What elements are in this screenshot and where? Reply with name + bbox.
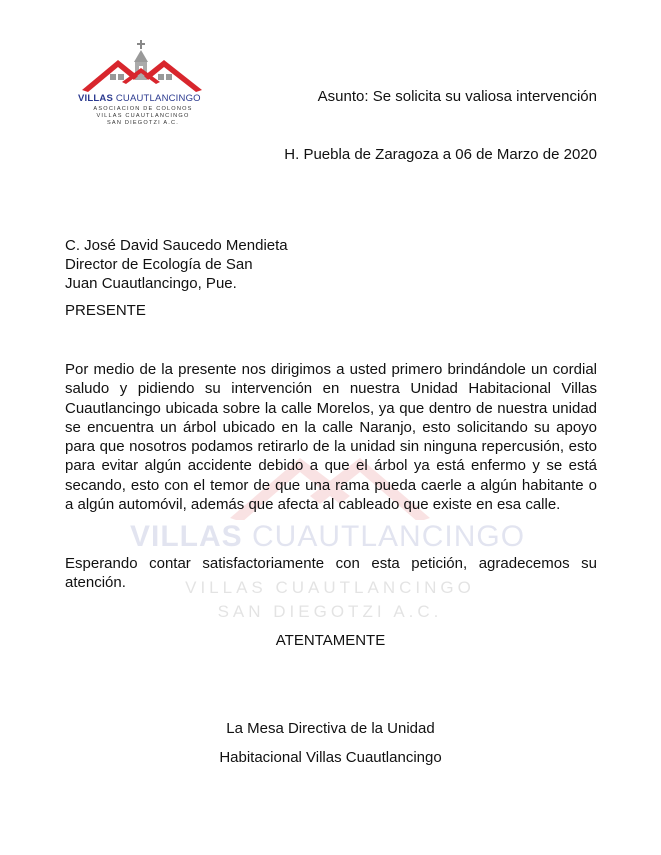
logo-title: VILLAS CUAUTLANCINGO: [78, 93, 201, 104]
subject-line: Asunto: Se solicita su valiosa intervención: [317, 88, 597, 105]
logo-subtitle-1: ASOCIACION DE COLONOS: [93, 106, 193, 112]
signature-line-1: La Mesa Directiva de la Unidad: [226, 720, 435, 737]
recipient-name: C. José David Saucedo Mendieta: [65, 237, 288, 254]
recipient-block: [65, 236, 288, 293]
houses-church-icon: [78, 38, 208, 94]
presente-label: PRESENTE: [65, 302, 146, 319]
date-line: H. Puebla de Zaragoza a 06 de Marzo de 2020: [284, 146, 597, 163]
body-paragraph-1: Por medio de la presente nos dirigimos a usted primero brindándole un cordial saludo y pidiendo su intervención en nuestra Unidad Habitacional Villas Cuautlancingo ubicada sobre la calle Morelos, ya que dentro de nuestra unidad se encuentra un árbol ubicado en la calle Naranjo, esto solicitando su apoyo para que nosotros podamos retirarlo de la unidad sin ninguna repercusión, esto para evitar algún accidente debido a que el árbol ya está enfermo y se está secando, esto con el temor de que una rama pueda caerle a algún habitante o a algún automóvil, además que afecta al cableado que existe en esa calle.: [65, 361, 597, 514]
logo-subtitle-3: SAN DIEGOTZI A.C.: [107, 120, 179, 126]
body-paragraph-2: Esperando contar satisfactoriamente con esta petición, agradecemos su atención.: [65, 555, 597, 592]
recipient-title: Director de Ecología de San: [65, 256, 253, 273]
watermark-subtitle-1: VILLAS CUAUTLANCINGO: [185, 578, 475, 597]
recipient-location: Juan Cuautlancingo, Pue.: [65, 275, 237, 292]
closing-atentamente: ATENTAMENTE: [275, 632, 386, 649]
signature-line-2: Habitacional Villas Cuautlancingo: [219, 749, 442, 766]
watermark-subtitle-2: SAN DIEGOTZI A.C.: [217, 602, 443, 621]
association-logo: [78, 38, 208, 128]
watermark-title: VILLAS CUAUTLANCINGO: [130, 520, 526, 553]
logo-subtitle-2: VILLAS CUAUTLANCINGO: [96, 113, 190, 119]
